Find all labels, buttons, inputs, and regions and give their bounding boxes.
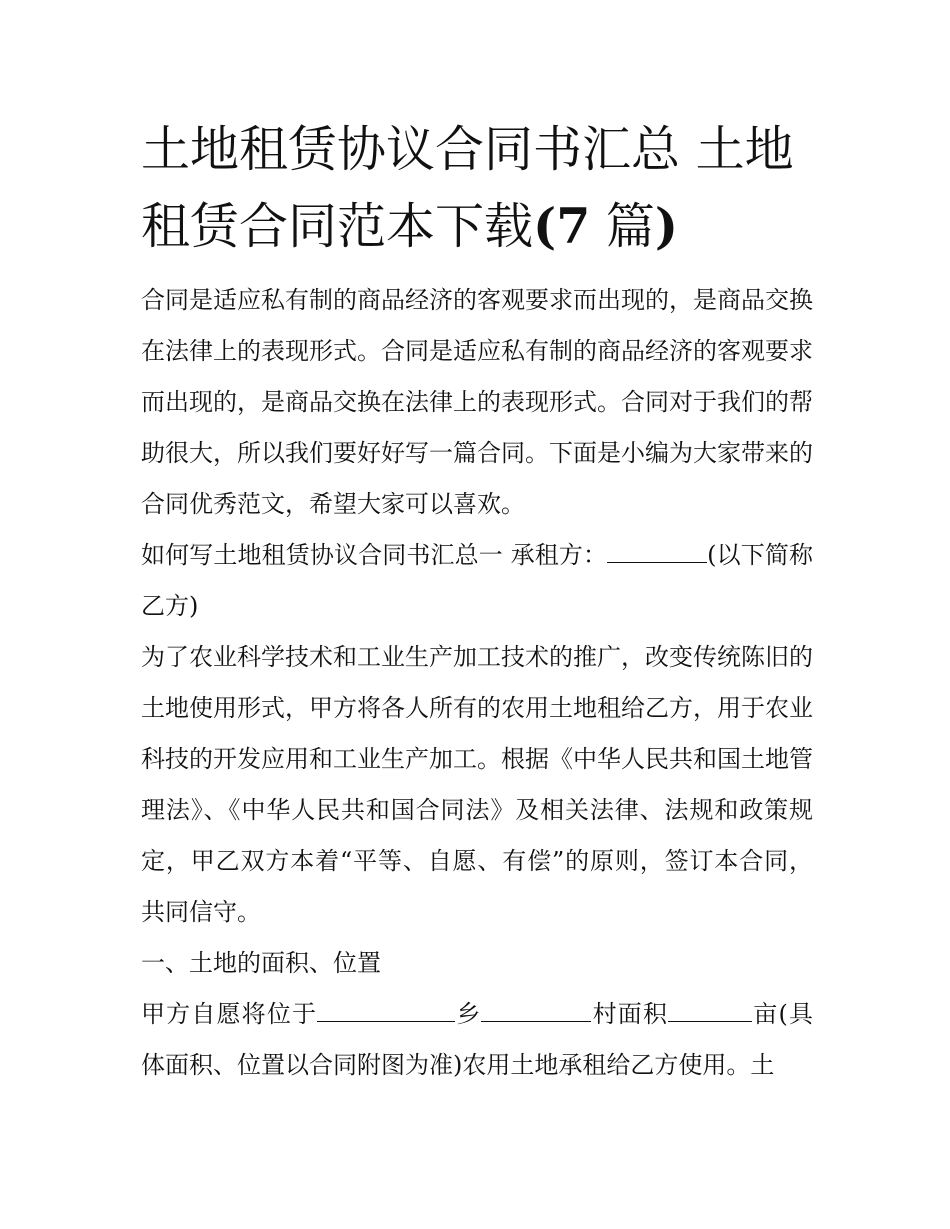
document-body (141, 275, 813, 1091)
title-unit: 篇 (590, 198, 655, 255)
lessee-line (141, 530, 813, 632)
lessee-blank (607, 542, 707, 563)
lessee-suffix: (以下简称乙方) (141, 541, 813, 620)
location-label: 甲方自愿将位于 (141, 1000, 318, 1028)
area-unit-text: 亩(具体面积、位置以合同附图为准)农用土地承租给乙方使用。土 (141, 1000, 813, 1079)
section-1-paragraph (141, 989, 813, 1091)
village-blank (481, 1001, 591, 1022)
intro-paragraph: 合同是适应私有制的商品经济的客观要求而出现的，是商品交换在法律上的表现形式。合同是适应私有制的商品经济的客观要求而出现的，是商品交换在法律上的表现形式。合同对于我们的帮助很大，所以我们要好好写一篇合同。下面是小编为大家带来的合同优秀范文，希望大家可以喜欢。 (141, 286, 813, 518)
document-title (141, 112, 821, 265)
area-label: 村面积 (591, 1000, 669, 1028)
area-blank (668, 1001, 752, 1022)
title-count: (7 (533, 197, 591, 255)
section-1-title: 一、土地的面积、位置 (141, 949, 381, 977)
purpose-paragraph: 为了农业科学技术和工业生产加工技术的推广，改变传统陈旧的土地使用形式，甲方将各人所有的农用土地租给乙方，用于农业科技的开发应用和工业生产加工。根据《中华人民共和国土地管理法》、《中华人民共和国合同法》及相关法律、法规和政策规定，甲乙双方本着“平等、自愿、有偿”的原则，签订本合同，共同信守。 (141, 643, 813, 926)
township-blank (317, 1001, 455, 1022)
township-label: 乡 (455, 1000, 482, 1028)
lessee-label: 如何写土地租赁协议合同书汇总一 承租方： (141, 541, 608, 569)
title-text: 土地租赁协议合同书汇总 土地租赁合同范本下载 (141, 121, 794, 255)
title-close: ) (654, 197, 679, 255)
